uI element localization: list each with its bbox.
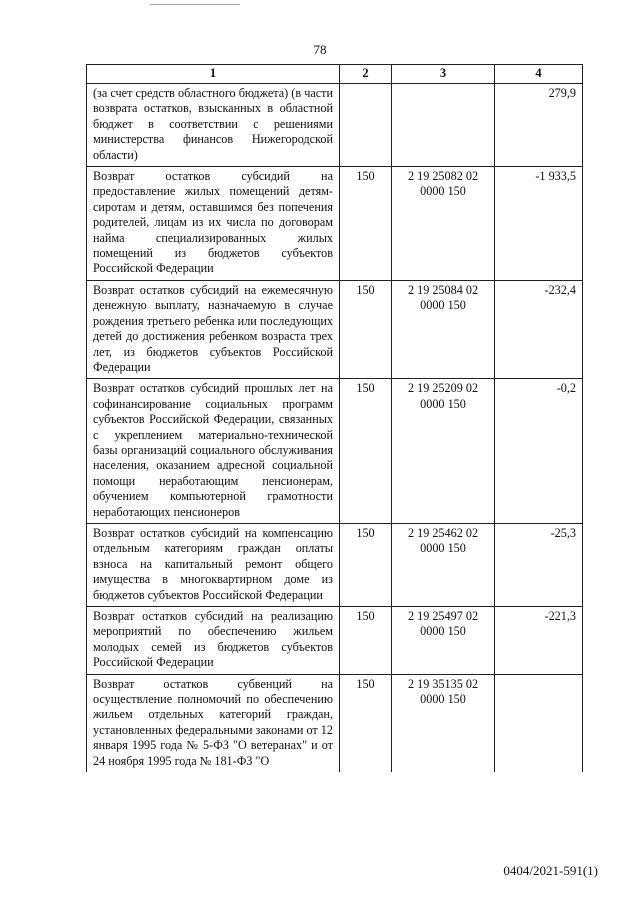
row-code: 150 (340, 167, 392, 281)
row-amount (495, 674, 583, 772)
document-number: 0404/2021-591(1) (503, 863, 598, 878)
table-row (87, 167, 583, 281)
row-code (340, 84, 392, 167)
row-description: Возврат остатков субсидий на предоставление жилых помещений детям-сиротам и детям, оставшимся без попечения родителей, лицам из их числа по договорам найма специализированных жилых помещений из бюджетов субъектов Российской Федерации (87, 167, 340, 281)
row-code: 150 (340, 674, 392, 772)
row-amount: 279,9 (495, 84, 583, 167)
column-header-1: 1 (87, 65, 340, 84)
page-number: 78 (313, 42, 327, 57)
row-budget-code: 2 19 25497 02 0000 150 (392, 607, 495, 675)
row-amount: -0,2 (495, 379, 583, 524)
table-row (87, 607, 583, 675)
row-code: 150 (340, 607, 392, 675)
column-header-2: 2 (340, 65, 392, 84)
row-budget-code: 2 19 25462 02 0000 150 (392, 523, 495, 606)
row-code: 150 (340, 379, 392, 524)
column-header-4: 4 (495, 65, 583, 84)
table-row (87, 674, 583, 772)
row-budget-code: 2 19 25209 02 0000 150 (392, 379, 495, 524)
table-row (87, 280, 583, 378)
row-description: Возврат остатков субсидий на реализацию мероприятий по обеспечению жильем молодых семей из бюджетов субъектов Российской Федерации (87, 607, 340, 675)
budget-table (86, 64, 583, 772)
row-description: Возврат остатков субвенций на осуществление полномочий по обеспечению жильем отдельных категорий граждан, установленных федеральными законами от 12 января 1995 года № 5-ФЗ "О ветеранах" и от 24 ноября 1995 года № 181-ФЗ "О (87, 674, 340, 772)
row-description: Возврат остатков субсидий на компенсацию отдельным категориям граждан оплаты взноса на капитальный ремонт общего имущества в многоквартирном доме из бюджетов субъектов Российской Федерации (87, 523, 340, 606)
table-row (87, 84, 583, 167)
row-amount: -1 933,5 (495, 167, 583, 281)
row-amount: -221,3 (495, 607, 583, 675)
table-row (87, 379, 583, 524)
table-row (87, 523, 583, 606)
row-budget-code: 2 19 25084 02 0000 150 (392, 280, 495, 378)
table-header-row (87, 65, 583, 84)
row-amount: -232,4 (495, 280, 583, 378)
row-code: 150 (340, 280, 392, 378)
row-budget-code: 2 19 25082 02 0000 150 (392, 167, 495, 281)
column-header-3: 3 (392, 65, 495, 84)
row-description: (за счет средств областного бюджета) (в части возврата остатков, взысканных в областной бюджет в соответствии с решениями министерства финансов Нижегородской области) (87, 84, 340, 167)
scan-mark (150, 4, 240, 8)
row-amount: -25,3 (495, 523, 583, 606)
row-budget-code: 2 19 35135 02 0000 150 (392, 674, 495, 772)
row-description: Возврат остатков субсидий на ежемесячную денежную выплату, назначаемую в случае рождения третьего ребенка или последующих детей до достижения ребенком возраста трех лет, из бюджетов субъектов Российской Федерации (87, 280, 340, 378)
row-description: Возврат остатков субсидий прошлых лет на софинансирование социальных программ субъектов Российской Федерации, связанных с укреплением материально-технической базы организаций социального обслуживания населения, оказанием адресной социальной помощи неработающим пенсионерам, обучением компьютерной грамотности неработающих пенсионеров (87, 379, 340, 524)
row-budget-code (392, 84, 495, 167)
row-code: 150 (340, 523, 392, 606)
